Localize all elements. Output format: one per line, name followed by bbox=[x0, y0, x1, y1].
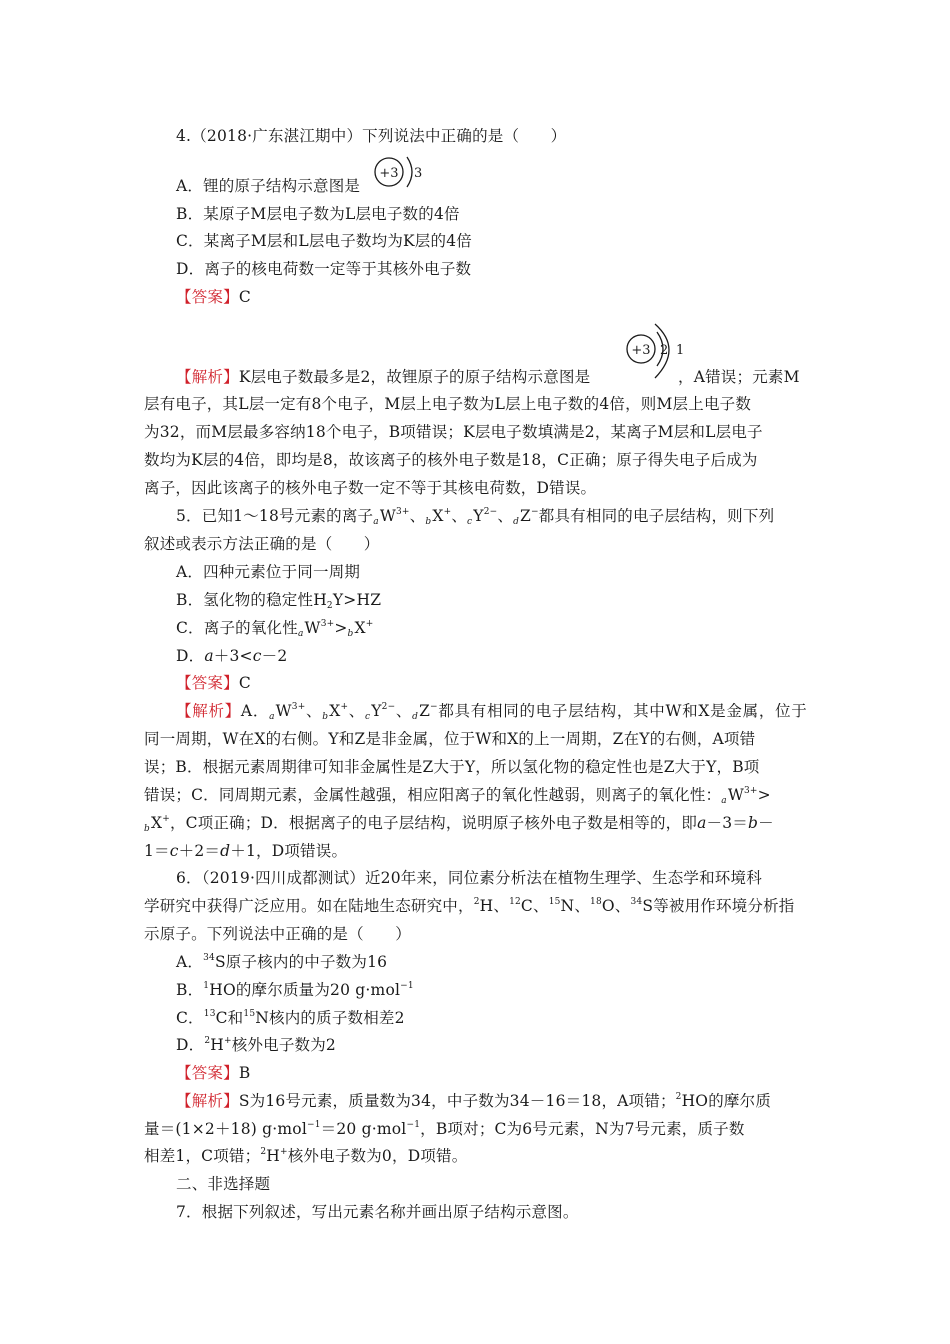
diag-b-shell-2: 1 bbox=[676, 343, 685, 358]
q6-option-c: C．$^{13}$C和$^{15}$N核内的质子数相差2 bbox=[176, 1009, 405, 1027]
q5-analysis-line-5: bX+，C项正确；D．根据离子的电子层结构，说明原子核外电子数是相等的，即a－3＝b－ bbox=[144, 814, 774, 834]
q4-analysis-line-1-end: ，A错误；元素M bbox=[678, 368, 800, 386]
q6-analysis-line-2: 量＝(1×2＋18) g·mol$^{-1}$＝20 g·mol$^{-1}$，B项对；C为6号元素，N为7号元素，质子数 bbox=[144, 1120, 745, 1138]
diag-b-nucleus: +3 bbox=[631, 343, 651, 358]
q4-analysis-line-3: 为32，而M层最多容纳18个电子，B项错误；K层电子数填满是2，某离子M层和L层电子 bbox=[144, 423, 763, 441]
q5-stem-line-2: 叙述或表示方法正确的是（ ） bbox=[144, 535, 380, 553]
q5-stem-line-1: 5．已知1～18号元素的离子$aW^{3+}$、bX+、$cY^{2-}$、dZ−都具有相同的电子层结构，则下列 bbox=[176, 507, 775, 527]
diag-a-shell-1: 3 bbox=[414, 166, 423, 181]
q5-option-d: D．a＋3<c－2 bbox=[176, 647, 288, 665]
q6-analysis-line-3: 相差1，C项错；$^2$H+核外电子数为0，D项错。 bbox=[144, 1147, 468, 1165]
q5-analysis-line-3: 误；B．根据元素周期律可知非金属性是Z大于Y，所以氢化物的稳定性也是Z大于Y，B项 bbox=[144, 758, 760, 776]
q5-analysis-line-1: 【解析】A．$aW^{3+}$、bX+、$cY^{2-}$、dZ−都具有相同的电子层结构，其中W和X是金属，位于 bbox=[176, 702, 808, 722]
q4-option-d: D．离子的核电荷数一定等于其核外电子数 bbox=[176, 260, 472, 278]
q4-analysis-line-5: 离子，因此该离子的核外电子数一定不等于其核电荷数，D错误。 bbox=[144, 479, 597, 497]
q5-analysis-line-4: 错误；C．同周期元素，金属性越强，相应阳离子的氧化性越弱，则离子的氧化性：$aW^{3+}>$ bbox=[144, 786, 771, 806]
q7-stem: 7．根据下列叙述，写出元素名称并画出原子结构示意图。 bbox=[176, 1203, 579, 1221]
q4-analysis-line-4: 数均为K层的4倍，即均是8，故该离子的核外电子数是18，C正确；原子得失电子后成为 bbox=[144, 451, 758, 469]
q6-stem-line-1: 6．（2019·四川成都测试）近20年来，同位素分析法在植物生理学、生态学和环境科 bbox=[176, 869, 762, 887]
q5-option-c: C．离子的氧化性$aW^{3+}>bX^+$ bbox=[176, 619, 374, 639]
q5-analysis-line-2: 同一周期，W在X的右侧。Y和Z是非金属，位于W和X的上一周期，Z在Y的右侧，A项错 bbox=[144, 730, 756, 748]
q4-answer: 【答案】C bbox=[176, 288, 251, 306]
q4-option-b: B．某原子M层电子数为L层电子数的4倍 bbox=[176, 205, 460, 223]
q5-analysis-line-6: 1＝c＋2＝d＋1，D项错误。 bbox=[144, 842, 348, 860]
q6-stem-line-3: 示原子。下列说法中正确的是（ ） bbox=[144, 925, 411, 943]
q6-option-b: B．$^1$HO的摩尔质量为20 g·mol$^{-1}$ bbox=[176, 981, 414, 999]
q4-option-a: A．锂的原子结构示意图是 bbox=[176, 177, 361, 195]
q6-stem-line-2: 学研究中获得广泛应用。如在陆地生态研究中，$^2$H、$^{12}$C、$^{15}$N、$^{18}$O、$^{34}$S等被用作环境分析指 bbox=[144, 897, 795, 915]
q5-option-a: A．四种元素位于同一周期 bbox=[176, 563, 361, 581]
q6-option-d: D．$^2$H+核外电子数为2 bbox=[176, 1036, 336, 1054]
q4-analysis-line-1: 【解析】K层电子数最多是2，故锂原子的原子结构示意图是 bbox=[176, 368, 591, 386]
q5-option-b: B．氢化物的稳定性$H_2Y>HZ$ bbox=[176, 591, 382, 611]
q4-analysis-line-2: 层有电子，其L层一定有8个电子，M层上电子数为L层上电子数的4倍，则M层上电子数 bbox=[144, 395, 752, 413]
q6-option-a: A．$^{34}$S原子核内的中子数为16 bbox=[176, 953, 388, 971]
section-heading: 二、非选择题 bbox=[176, 1175, 271, 1193]
diag-a-nucleus: +3 bbox=[379, 166, 399, 181]
q5-answer: 【答案】C bbox=[176, 674, 251, 692]
q6-analysis-line-1: 【解析】S为16号元素，质量数为34，中子数为34－16＝18，A项错；$^2$HO的摩尔质 bbox=[176, 1092, 772, 1110]
q6-answer: 【答案】B bbox=[176, 1064, 251, 1082]
diag-b-shell-1: 2 bbox=[660, 343, 669, 358]
lithium-wrong-diagram bbox=[372, 154, 428, 198]
q4-option-c: C．某离子M层和L层电子数均为K层的4倍 bbox=[176, 232, 472, 250]
q4-stem: 4.（2018·广东湛江期中）下列说法中正确的是（ ） bbox=[176, 127, 567, 145]
